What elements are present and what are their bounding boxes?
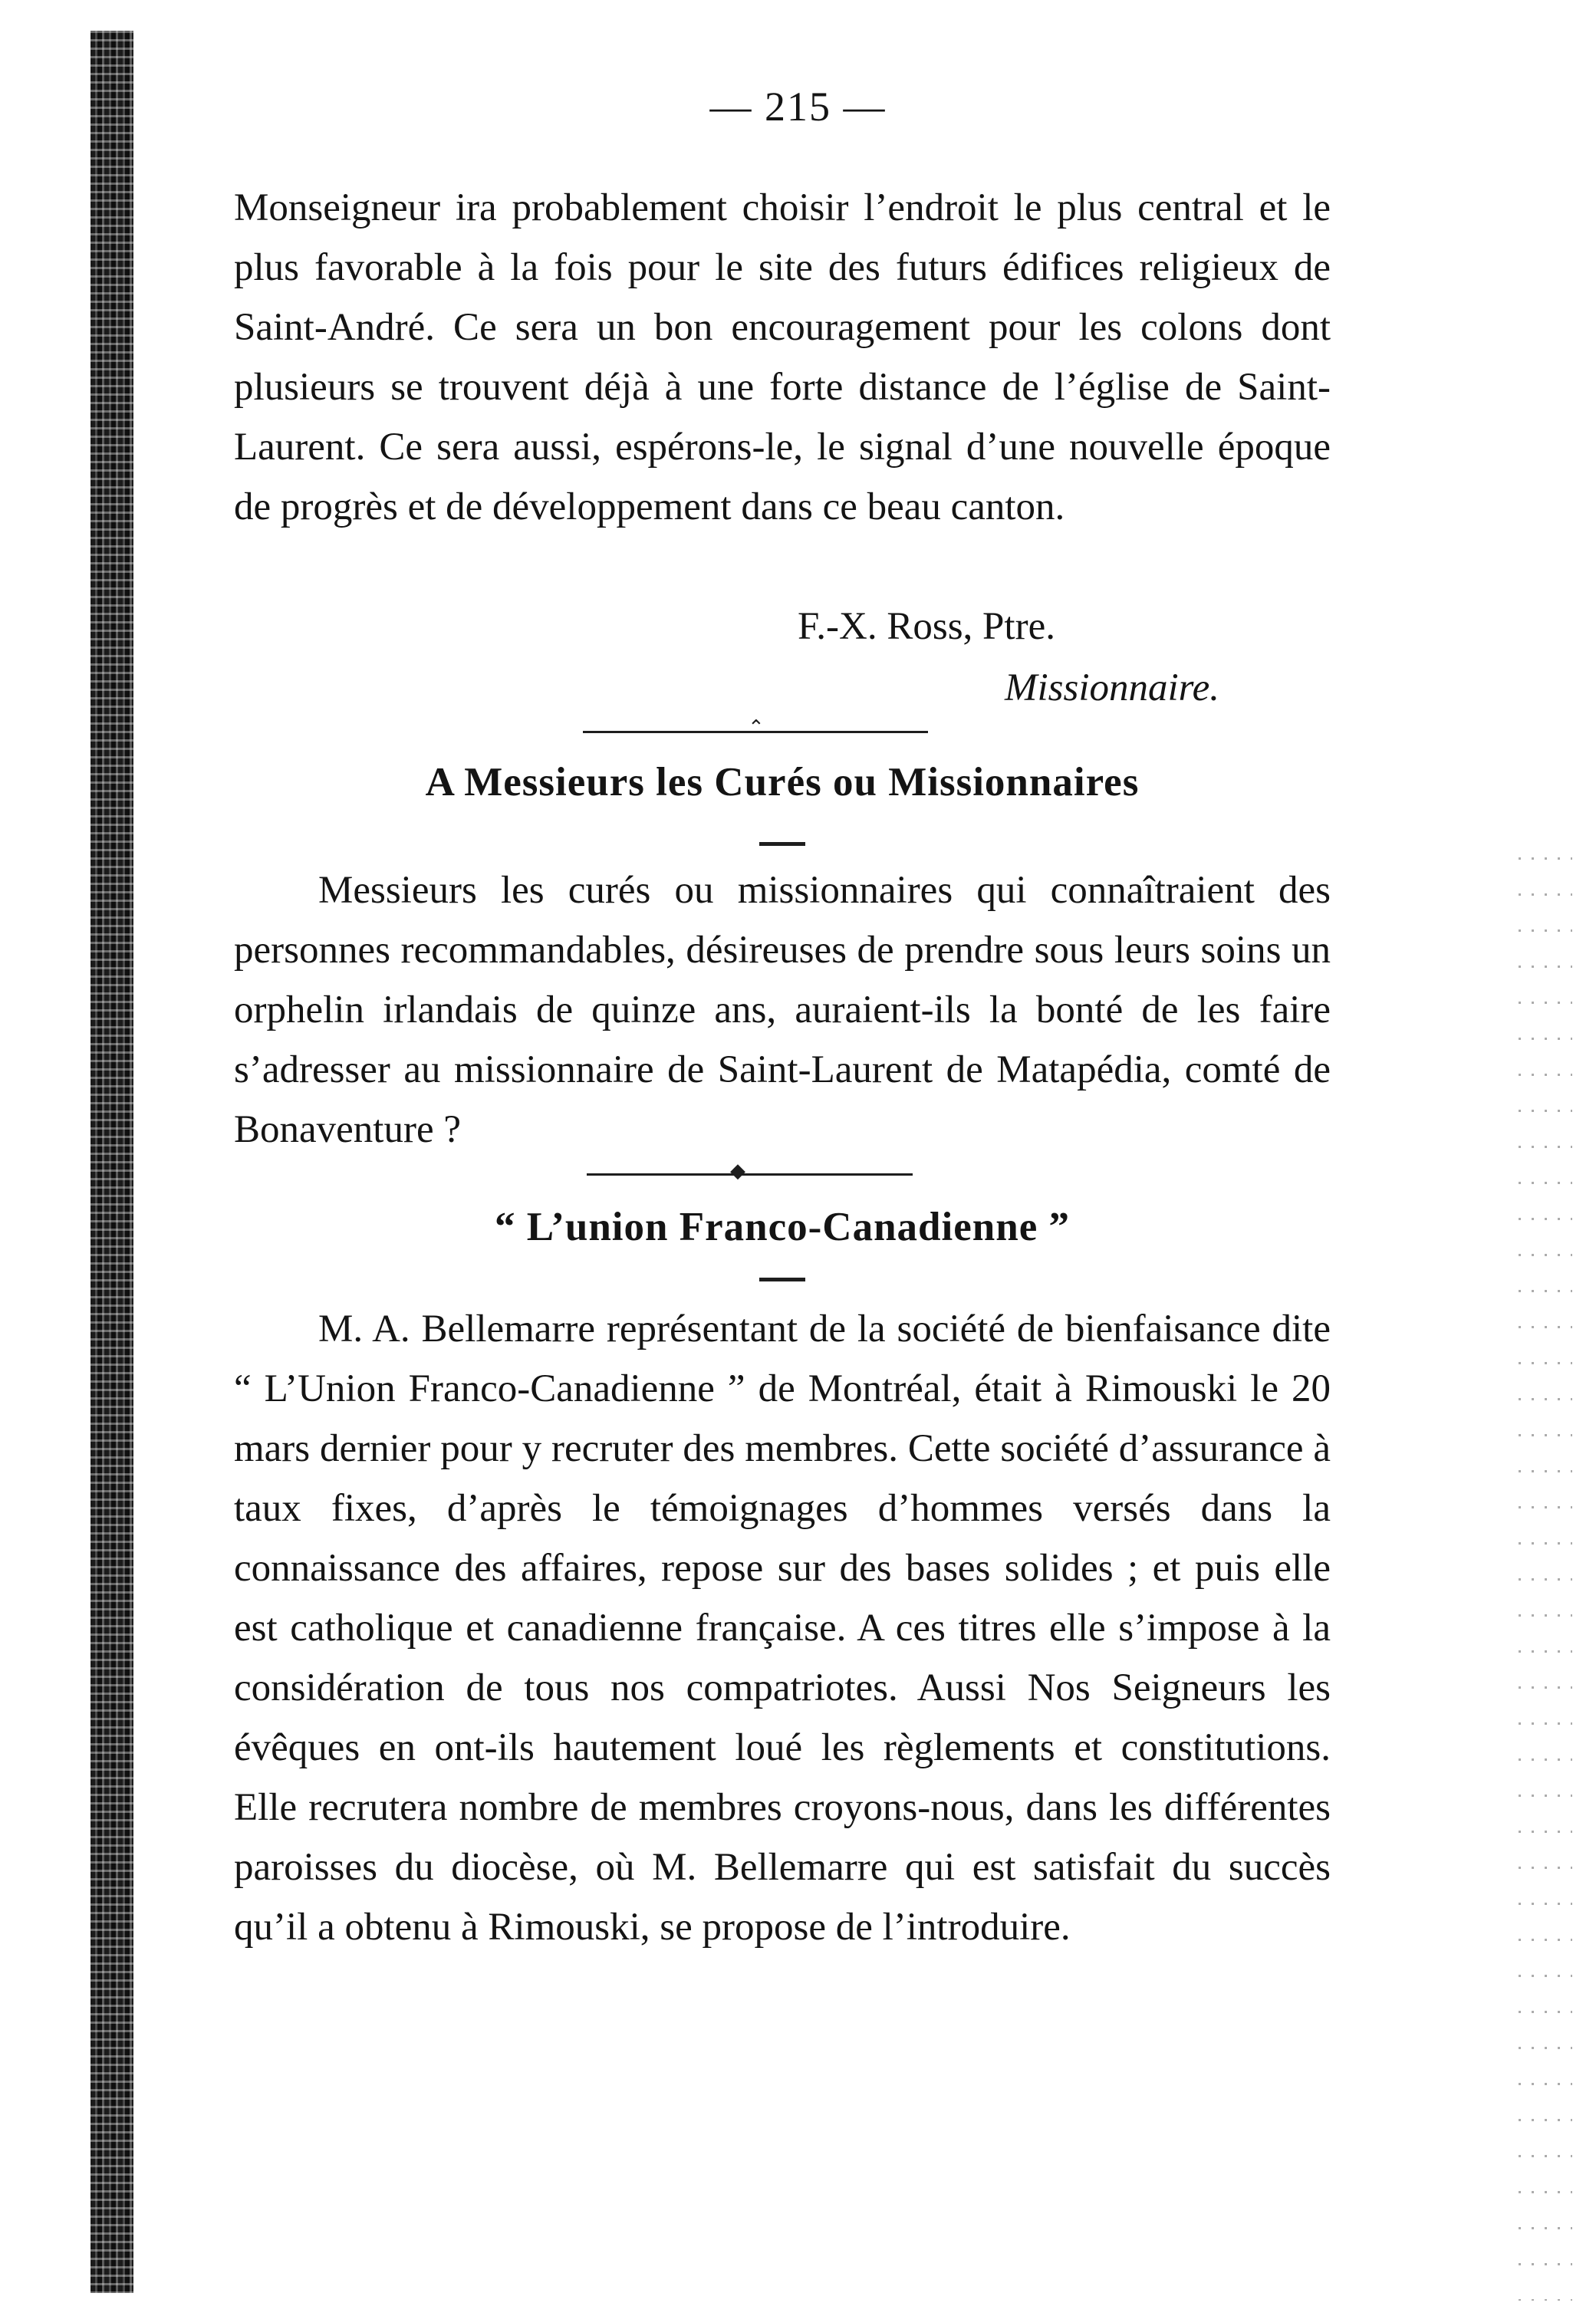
section-1-paragraph: Monseigneur ira probablement choisir l’endroit le plus central et le plus favorable à la fois pour le site des futurs édifices religieux de Saint-André. Ce sera un bon encouragement pour les colons dont plusieurs se trouvent déjà à une forte distance de l’église de Saint-Laurent. Ce sera aussi, espérons-le, le signal d’une nouvelle époque de progrès et de développement dans ce beau canton. xyxy=(234,186,1331,528)
page-number: — 215 — xyxy=(709,84,887,130)
book-binding-edge xyxy=(90,31,133,2293)
section-divider-2 xyxy=(587,1173,913,1176)
page-edge-specks xyxy=(1519,844,1572,2301)
signature-name: F.-X. Ross, Ptre. xyxy=(798,605,1055,648)
divider-ornament-1: ⌃ xyxy=(748,716,765,739)
section-2 xyxy=(234,860,1331,1160)
divider-ornament-2: ◆ xyxy=(730,1160,745,1182)
section-1 xyxy=(234,178,1331,537)
section-2-heading: A Messieurs les Curés ou Missionnaires xyxy=(425,760,1140,804)
section-2-paragraph: Messieurs les curés ou missionnaires qui connaîtraient des personnes recommandables, désireuses de prendre sous leurs soins un orphelin irlandais de quinze ans, auraient-ils la bonté de les faire s’adresser au missionnaire de Saint-Laurent de Matapédia, comté de Bonaventure ? xyxy=(234,869,1331,1151)
section-3 xyxy=(234,1299,1331,1957)
heading-dash-2 xyxy=(759,1278,805,1281)
section-3-paragraph: M. A. Bellemarre représentant de la société de bienfaisance dite “ L’Union Franco-Canadienne ” de Montréal, était à Rimouski le 20 mars dernier pour y recruter des membres. Cette société d’assurance à taux fixes, d’après le témoignages d’hommes versés dans la connaissance des affaires, repose sur des bases solides ; et puis elle est catholique et canadienne française. A ces titres elle s’impose à la considération de tous nos compatriotes. Aussi Nos Seigneurs les évêques en ont-ils hautement loué les règlements et constitutions. Elle recrutera nombre de membres croyons-nous, dans les différentes paroisses du diocèse, où M. Bellemarre qui est satisfait du succès qu’il a obtenu à Rimouski, se propose de l’introduire. xyxy=(234,1308,1331,1949)
heading-dash-1 xyxy=(759,842,805,846)
section-3-heading: “ L’union Franco-Canadienne ” xyxy=(494,1205,1071,1249)
signature-title: Missionnaire. xyxy=(1005,666,1220,709)
